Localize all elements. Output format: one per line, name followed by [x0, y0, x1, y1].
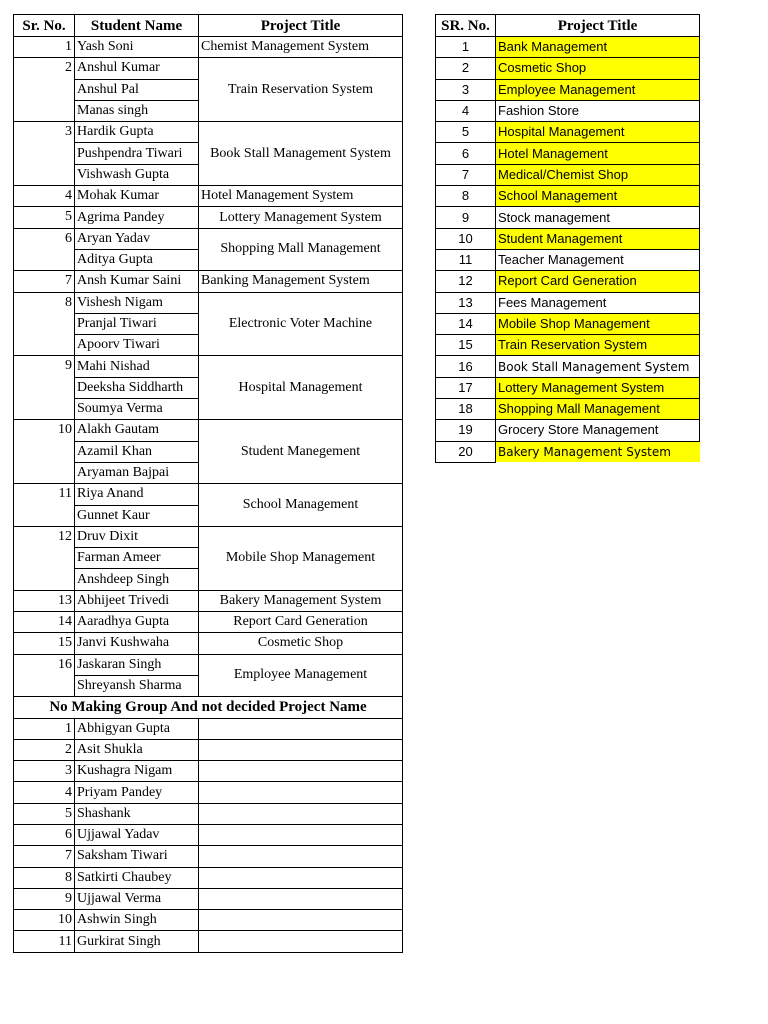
student-name: Asit Shukla: [75, 739, 199, 760]
group-number: 14: [14, 612, 75, 633]
row-number: 13: [436, 292, 496, 313]
table-row: [14, 761, 403, 782]
row-number: 15: [436, 335, 496, 356]
row-number: 7: [436, 164, 496, 185]
table-row: [14, 612, 403, 633]
table-row: [14, 228, 403, 249]
student-name: Anshdeep Singh: [75, 569, 199, 590]
table-row: [436, 58, 700, 79]
empty-project-cell: [199, 761, 403, 782]
project-title: Employee Management: [199, 654, 403, 697]
student-project-table: [13, 14, 403, 953]
project-title: Hospital Management: [199, 356, 403, 420]
table-row: [436, 377, 700, 398]
table-row: [436, 207, 700, 228]
row-number: 8: [14, 867, 75, 888]
project-title: Cosmetic Shop: [496, 58, 700, 79]
student-name: Shreyansh Sharma: [75, 675, 199, 696]
table-row: [14, 186, 403, 207]
group-number: 8: [14, 292, 75, 356]
group-number: 10: [14, 420, 75, 484]
student-name: Satkirti Chaubey: [75, 867, 199, 888]
student-name: Anshul Kumar: [75, 58, 199, 79]
project-title: School Management: [496, 186, 700, 207]
table-row: [436, 249, 700, 270]
project-list-table: [435, 14, 700, 463]
group-number: 1: [14, 37, 75, 58]
student-name: Soumya Verma: [75, 399, 199, 420]
row-number: 9: [14, 888, 75, 909]
project-title: Book Stall Management System: [199, 122, 403, 186]
row-number: 4: [436, 100, 496, 121]
project-title: Fees Management: [496, 292, 700, 313]
empty-project-cell: [199, 718, 403, 739]
table-row: [436, 356, 700, 377]
table-row: [436, 79, 700, 100]
project-title: Lottery Management System: [199, 207, 403, 228]
student-name: Aryan Yadav: [75, 228, 199, 249]
table-row: [14, 420, 403, 441]
table-row: [14, 718, 403, 739]
table-row: [14, 739, 403, 760]
group-number: 5: [14, 207, 75, 228]
student-name: Vishwash Gupta: [75, 164, 199, 185]
row-number: 11: [14, 931, 75, 952]
table-row: [436, 164, 700, 185]
table-row: [14, 633, 403, 654]
student-name: Abhigyan Gupta: [75, 718, 199, 739]
student-name: Ujjawal Yadav: [75, 824, 199, 845]
table-row: [14, 888, 403, 909]
row-number: 14: [436, 313, 496, 334]
student-name: Ansh Kumar Saini: [75, 271, 199, 292]
row-number: 4: [14, 782, 75, 803]
project-title: Report Card Generation: [496, 271, 700, 292]
group-number: 16: [14, 654, 75, 697]
table-row: [14, 484, 403, 505]
student-name: Aaradhya Gupta: [75, 612, 199, 633]
table-row: [14, 931, 403, 952]
table-row: [14, 846, 403, 867]
project-title-header: Project Title: [199, 15, 403, 37]
empty-project-cell: [199, 888, 403, 909]
group-number: 15: [14, 633, 75, 654]
student-name: Kushagra Nigam: [75, 761, 199, 782]
student-name: Gurkirat Singh: [75, 931, 199, 952]
table-row: [436, 186, 700, 207]
row-number: 6: [436, 143, 496, 164]
table-row: [436, 420, 700, 441]
group-number: 3: [14, 122, 75, 186]
table-row: [436, 292, 700, 313]
student-name: Anshul Pal: [75, 79, 199, 100]
table-row: [14, 590, 403, 611]
empty-project-cell: [199, 782, 403, 803]
project-title: Cosmetic Shop: [199, 633, 403, 654]
student-name: Agrima Pandey: [75, 207, 199, 228]
empty-project-cell: [199, 910, 403, 931]
project-title: Medical/Chemist Shop: [496, 164, 700, 185]
table-row: [436, 143, 700, 164]
table-row: [436, 441, 700, 462]
row-number: 12: [436, 271, 496, 292]
table-row: [14, 803, 403, 824]
row-number: 2: [14, 739, 75, 760]
table-row: [436, 335, 700, 356]
student-name: Alakh Gautam: [75, 420, 199, 441]
row-number: 5: [14, 803, 75, 824]
project-title: Bakery Management System: [496, 441, 700, 462]
table-row: [436, 228, 700, 249]
group-number: 2: [14, 58, 75, 122]
project-title: Lottery Management System: [496, 377, 700, 398]
student-name: Mohak Kumar: [75, 186, 199, 207]
project-title: Chemist Management System: [199, 37, 403, 58]
row-number: 9: [436, 207, 496, 228]
student-name: Azamil Khan: [75, 441, 199, 462]
student-name: Jaskaran Singh: [75, 654, 199, 675]
project-title: Shopping Mall Management: [496, 399, 700, 420]
student-name: Janvi Kushwaha: [75, 633, 199, 654]
row-number: 18: [436, 399, 496, 420]
student-name: Ujjawal Verma: [75, 888, 199, 909]
student-name: Deeksha Siddharth: [75, 377, 199, 398]
project-title: Teacher Management: [496, 249, 700, 270]
student-name: Vishesh Nigam: [75, 292, 199, 313]
row-number: 10: [14, 910, 75, 931]
empty-project-cell: [199, 824, 403, 845]
group-number: 12: [14, 526, 75, 590]
row-number: 2: [436, 58, 496, 79]
header-row: [436, 15, 700, 37]
group-number: 7: [14, 271, 75, 292]
table-row: [436, 100, 700, 121]
project-title: Student Manegement: [199, 420, 403, 484]
table-row: [436, 122, 700, 143]
row-number: 19: [436, 420, 496, 441]
row-number: 3: [436, 79, 496, 100]
student-name: Apoorv Tiwari: [75, 335, 199, 356]
project-title: Hotel Management: [496, 143, 700, 164]
student-name: Pranjal Tiwari: [75, 313, 199, 334]
student-name: Druv Dixit: [75, 526, 199, 547]
student-name: Riya Anand: [75, 484, 199, 505]
project-title: Train Reservation System: [199, 58, 403, 122]
group-number: 13: [14, 590, 75, 611]
group-number: 4: [14, 186, 75, 207]
student-name: Aryaman Bajpai: [75, 462, 199, 483]
empty-project-cell: [199, 846, 403, 867]
project-title-header: Project Title: [496, 15, 700, 37]
row-number: 7: [14, 846, 75, 867]
student-name: Manas singh: [75, 100, 199, 121]
table-row: [436, 271, 700, 292]
row-number: 1: [14, 718, 75, 739]
student-name: Pushpendra Tiwari: [75, 143, 199, 164]
project-title: School Management: [199, 484, 403, 527]
project-title: Electronic Voter Machine: [199, 292, 403, 356]
group-number: 6: [14, 228, 75, 271]
student-name: Yash Soni: [75, 37, 199, 58]
table-row: [14, 910, 403, 931]
row-number: 11: [436, 249, 496, 270]
row-number: 20: [436, 441, 496, 462]
table-row: [436, 37, 700, 58]
row-number: 17: [436, 377, 496, 398]
row-number: 8: [436, 186, 496, 207]
row-number: 6: [14, 824, 75, 845]
project-title: Bakery Management System: [199, 590, 403, 611]
row-number: 3: [14, 761, 75, 782]
row-number: 1: [436, 37, 496, 58]
row-number: 5: [436, 122, 496, 143]
project-title: Mobile Shop Management: [199, 526, 403, 590]
project-title: Shopping Mall Management: [199, 228, 403, 271]
group-number: 9: [14, 356, 75, 420]
project-title: Banking Management System: [199, 271, 403, 292]
student-name: Priyam Pandey: [75, 782, 199, 803]
table-row: [14, 654, 403, 675]
project-title: Report Card Generation: [199, 612, 403, 633]
group-number: 11: [14, 484, 75, 527]
table-row: [14, 122, 403, 143]
student-name: Saksham Tiwari: [75, 846, 199, 867]
empty-project-cell: [199, 803, 403, 824]
section-title: No Making Group And not decided Project Name: [14, 697, 403, 718]
project-title: Hospital Management: [496, 122, 700, 143]
project-title: Mobile Shop Management: [496, 313, 700, 334]
table-row: [14, 292, 403, 313]
empty-project-cell: [199, 931, 403, 952]
project-title: Grocery Store Management: [496, 420, 700, 441]
table-row: [14, 824, 403, 845]
project-title: Employee Management: [496, 79, 700, 100]
student-name-header: Student Name: [75, 15, 199, 37]
table-row: [14, 271, 403, 292]
section-row: [14, 697, 403, 718]
student-name: Mahi Nishad: [75, 356, 199, 377]
table-row: [436, 313, 700, 334]
student-name: Shashank: [75, 803, 199, 824]
student-name: Ashwin Singh: [75, 910, 199, 931]
row-number: 16: [436, 356, 496, 377]
project-title: Bank Management: [496, 37, 700, 58]
student-name: Hardik Gupta: [75, 122, 199, 143]
student-name: Farman Ameer: [75, 548, 199, 569]
table-row: [14, 782, 403, 803]
student-name: Gunnet Kaur: [75, 505, 199, 526]
project-title: Student Management: [496, 228, 700, 249]
project-title: Hotel Management System: [199, 186, 403, 207]
table-row: [14, 356, 403, 377]
table-row: [436, 399, 700, 420]
row-number: 10: [436, 228, 496, 249]
table-row: [14, 207, 403, 228]
project-title: Fashion Store: [496, 100, 700, 121]
student-name: Abhijeet Trivedi: [75, 590, 199, 611]
empty-project-cell: [199, 867, 403, 888]
table-row: [14, 37, 403, 58]
table-row: [14, 867, 403, 888]
project-title: Stock management: [496, 207, 700, 228]
table-row: [14, 58, 403, 79]
sr-no-header: Sr. No.: [14, 15, 75, 37]
header-row: [14, 15, 403, 37]
student-name: Aditya Gupta: [75, 249, 199, 270]
empty-project-cell: [199, 739, 403, 760]
project-title: Train Reservation System: [496, 335, 700, 356]
project-title: Book Stall Management System: [496, 356, 700, 377]
sr-no-header: SR. No.: [436, 15, 496, 37]
table-row: [14, 526, 403, 547]
